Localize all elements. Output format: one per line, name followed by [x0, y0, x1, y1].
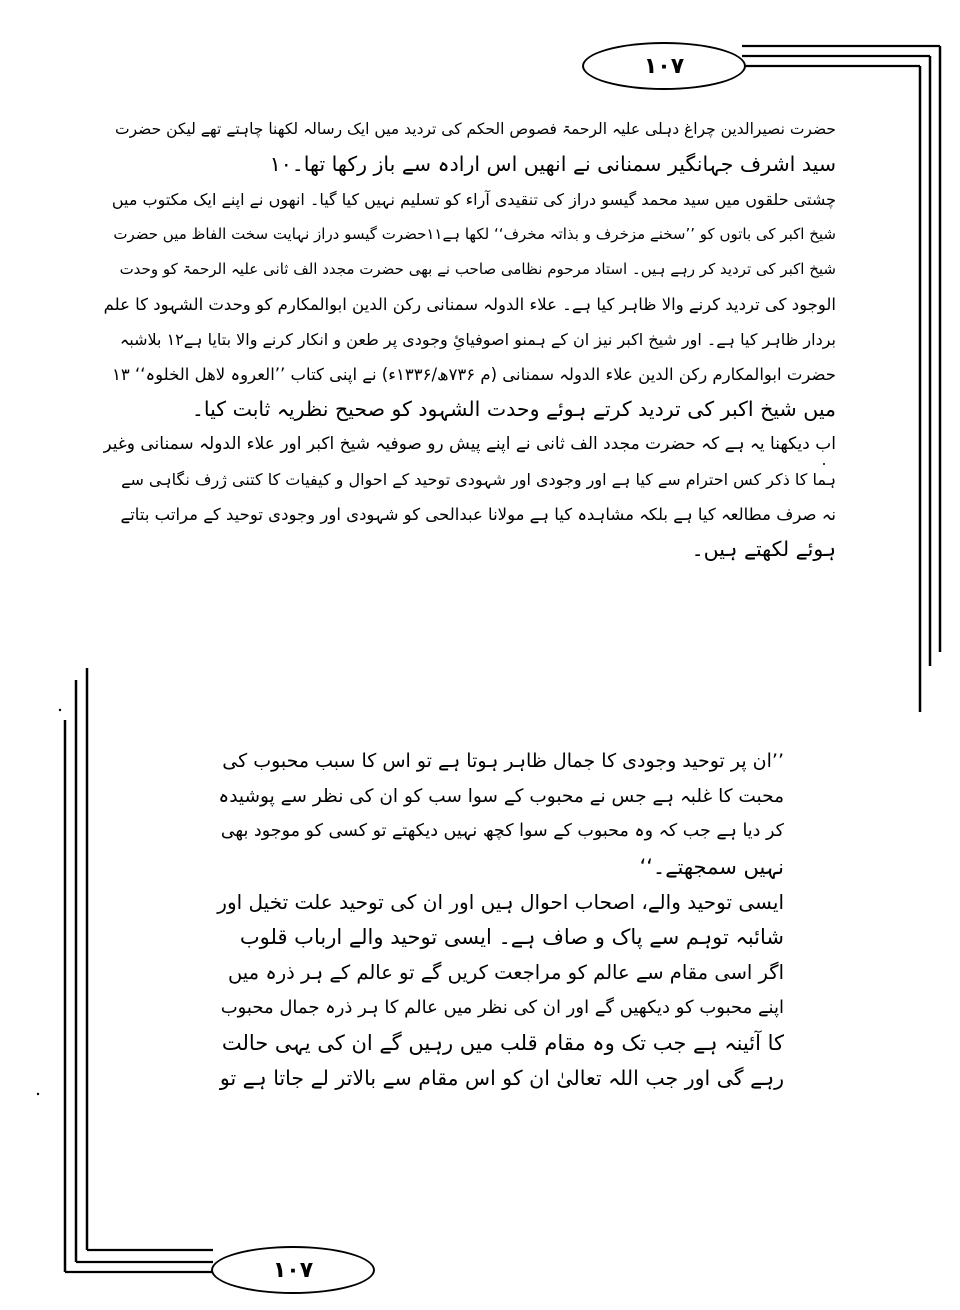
quote-line: نہیں سمجھتے۔‘‘ — [639, 854, 784, 879]
text-line: شیخ اکبر کی باتوں کو ’’سخنے مزخرف و بذاتہ مخرف‘‘ لکھا ہے۱۱حضرت گیسو دراز نہایت سخت الفاظ میں حضرت — [113, 225, 836, 243]
scan-speck — [59, 709, 61, 711]
text-line: بردار ظاہر کیا ہے۔ اور شیخ اکبر نیز ان کے ہمنو اصوفیائِ وجودی پر طعن و انکار کرنے والا بتایا ہے۱۲ بلاشبہ — [119, 330, 836, 349]
text-line: اب دیکھنا یہ ہے کہ حضرت مجدد الف ثانی نے اپنے پیش رو صوفیہ شیخ اکبر اور علاء الدولہ سمنانی وغیر — [103, 434, 836, 454]
main-paragraphs — [103, 112, 836, 567]
quoted-passage — [216, 744, 784, 1096]
quote-line: محبت کا غلبہ ہے جس نے محبوب کے سوا سب کو ان کی نظر سے پوشیدہ — [218, 786, 784, 808]
quote-line: ’’ان پر توحید وجودی کا جمال ظاہر ہوتا ہے تو اس کا سبب محبوب کی — [222, 750, 784, 772]
quote-line: کر دیا ہے جب کہ وہ محبوب کے سوا کچھ نہیں دیکھتے تو کسی کو موجود بھی — [220, 821, 784, 842]
text-line: ہما کا ذکر کس احترام سے کیا ہے اور وجودی اور شہودی توحید کے احوال و کیفیات کا کتنی ژرف نگاہی سے — [121, 470, 836, 489]
quote-line: اپنے محبوب کو دیکھیں گے اور ان کی نظر میں عالم کا ہر ذرہ جمال محبوب — [220, 997, 784, 1019]
text-line: نہ صرف مطالعہ کیا ہے بلکہ مشاہدہ کیا ہے مولانا عبدالحی کو شہودی اور وجودی توحید کے مراتب بتاتے — [120, 505, 836, 524]
quote-line: اگر اسی مقام سے عالم کو مراجعت کریں گے تو عالم کے ہر ذرہ میں — [227, 961, 784, 985]
text-line: حضرت ابوالمکارم رکن الدین علاء الدولہ سمنانی (م ۷۳۶ھ/۱۳۳۶ء) نے اپنی کتاب ’’العروہ لاھل الخلوہ‘‘ ۱۳ — [111, 365, 836, 384]
text-line: شیخ اکبر کی تردید کر رہے ہیں۔ استاد مرحوم نظامی صاحب نے بھی حضرت مجدد الف ثانی علیہ الرحمۃ کو وحدت — [119, 260, 836, 278]
scan-speck — [37, 1093, 39, 1095]
quote-line: ایسی توحید والے، اصحاب احوال ہیں اور ان کی توحید علت تخیل اور — [217, 889, 784, 914]
quote-line: شائبہ توہم سے پاک و صاف ہے۔ ایسی توحید والے ارباب قلوب — [239, 924, 784, 949]
text-line: میں شیخ اکبر کی تردید کرتے ہوئے وحدت الشہود کو صحیح نظریہ ثابت کیا۔ — [191, 397, 836, 421]
text-line: حضرت نصیرالدین چراغ دہلی علیہ الرحمۃ فصوص الحکم کی تردید میں ایک رسالہ لکھنا چاہتے تھے لیکن حضرت — [115, 120, 836, 138]
text-line: ہوئے لکھتے ہیں۔ — [691, 537, 836, 561]
quote-line: کا آئینہ ہے جب تک وہ مقام قلب میں رہیں گے ان کی یہی حالت — [221, 1030, 784, 1055]
quote-line: رہے گی اور جب اللہ تعالیٰ ان کو اس مقام سے بالاتر لے جاتا ہے تو — [219, 1065, 784, 1090]
page-number-bottom: ۱۰۷ — [211, 1246, 375, 1294]
text-line: چشتی حلقوں میں سید محمد گیسو دراز کی تنقیدی آراء کو تسلیم نہیں کیا گیا۔ انھوں نے اپنے ایک مکتوب میں — [111, 190, 836, 209]
page-number-top: ۱۰۷ — [582, 42, 746, 90]
text-line: سید اشرف جہانگیر سمنانی نے انھیں اس ارادہ سے باز رکھا تھا۔۱۰ — [269, 152, 836, 176]
text-line: الوجود کی تردید کرنے والا ظاہر کیا ہے۔ علاء الدولہ سمنانی رکن الدین ابوالمکارم کو وحدت الشہود کا علم — [103, 295, 836, 314]
